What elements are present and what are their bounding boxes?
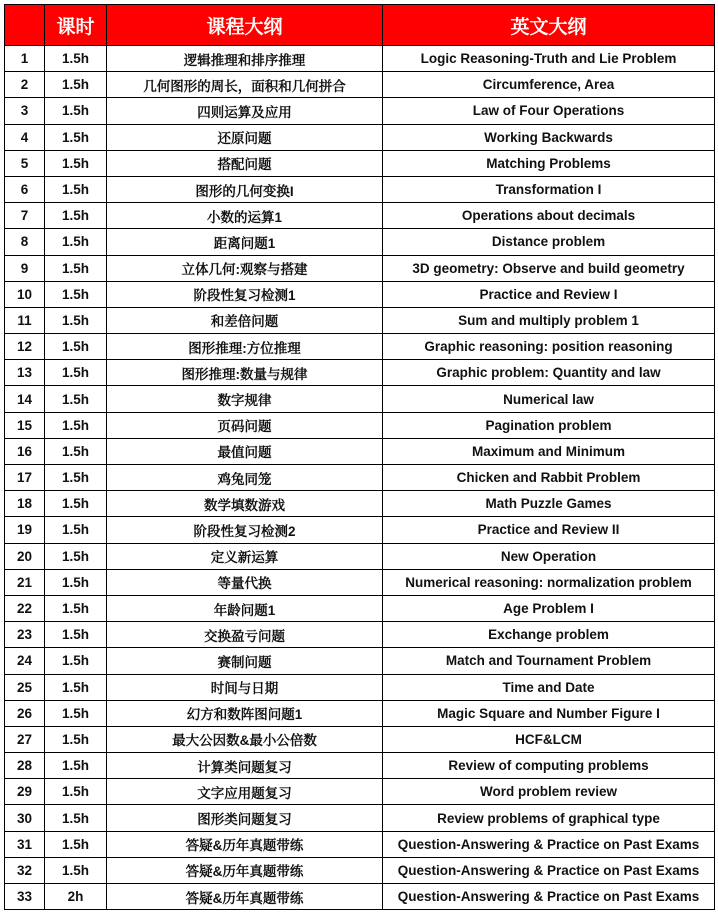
cell-number: 26	[5, 700, 45, 726]
cell-number: 19	[5, 517, 45, 543]
table-body	[5, 46, 715, 910]
table-row	[5, 491, 715, 517]
cell-hours: 1.5h	[45, 857, 107, 883]
cell-hours: 1.5h	[45, 438, 107, 464]
cell-number: 33	[5, 884, 45, 910]
cell-number: 20	[5, 543, 45, 569]
cell-hours: 1.5h	[45, 465, 107, 491]
table-row	[5, 203, 715, 229]
cell-en-outline: 3D geometry: Observe and build geometry	[383, 255, 715, 281]
syllabus-table	[4, 4, 715, 910]
cell-cn-outline: 答疑&历年真题带练	[107, 831, 383, 857]
table-row	[5, 176, 715, 202]
cell-hours: 1.5h	[45, 569, 107, 595]
cell-hours: 1.5h	[45, 281, 107, 307]
cell-cn-outline: 页码问题	[107, 412, 383, 438]
table-row	[5, 674, 715, 700]
cell-hours: 2h	[45, 884, 107, 910]
table-row	[5, 569, 715, 595]
cell-cn-outline: 交换盈亏问题	[107, 622, 383, 648]
cell-en-outline: Chicken and Rabbit Problem	[383, 465, 715, 491]
cell-hours: 1.5h	[45, 543, 107, 569]
cell-number: 6	[5, 176, 45, 202]
cell-number: 12	[5, 334, 45, 360]
cell-cn-outline: 小数的运算1	[107, 203, 383, 229]
cell-number: 17	[5, 465, 45, 491]
cell-cn-outline: 文字应用题复习	[107, 779, 383, 805]
cell-number: 32	[5, 857, 45, 883]
cell-en-outline: Distance problem	[383, 229, 715, 255]
cell-cn-outline: 图形的几何变换I	[107, 176, 383, 202]
cell-hours: 1.5h	[45, 176, 107, 202]
cell-cn-outline: 几何图形的周长，面积和几何拼合	[107, 72, 383, 98]
table-row	[5, 595, 715, 621]
table-row	[5, 334, 715, 360]
table-row	[5, 726, 715, 752]
table-row	[5, 72, 715, 98]
cell-cn-outline: 图形推理:方位推理	[107, 334, 383, 360]
cell-number: 30	[5, 805, 45, 831]
cell-cn-outline: 立体几何:观察与搭建	[107, 255, 383, 281]
cell-number: 4	[5, 124, 45, 150]
cell-number: 29	[5, 779, 45, 805]
cell-cn-outline: 计算类问题复习	[107, 753, 383, 779]
cell-hours: 1.5h	[45, 150, 107, 176]
cell-hours: 1.5h	[45, 648, 107, 674]
cell-hours: 1.5h	[45, 203, 107, 229]
cell-cn-outline: 逻辑推理和排序推理	[107, 46, 383, 72]
cell-hours: 1.5h	[45, 674, 107, 700]
cell-cn-outline: 最大公因数&最小公倍数	[107, 726, 383, 752]
cell-number: 14	[5, 386, 45, 412]
cell-number: 15	[5, 412, 45, 438]
header-en-outline: 英文大纲	[383, 5, 715, 46]
cell-cn-outline: 数学填数游戏	[107, 491, 383, 517]
cell-hours: 1.5h	[45, 831, 107, 857]
cell-number: 5	[5, 150, 45, 176]
cell-hours: 1.5h	[45, 412, 107, 438]
cell-hours: 1.5h	[45, 595, 107, 621]
cell-en-outline: Matching Problems	[383, 150, 715, 176]
cell-hours: 1.5h	[45, 491, 107, 517]
header-number	[5, 5, 45, 46]
cell-hours: 1.5h	[45, 700, 107, 726]
cell-cn-outline: 鸡兔同笼	[107, 465, 383, 491]
cell-number: 21	[5, 569, 45, 595]
cell-number: 22	[5, 595, 45, 621]
cell-cn-outline: 数字规律	[107, 386, 383, 412]
cell-number: 2	[5, 72, 45, 98]
cell-en-outline: Match and Tournament Problem	[383, 648, 715, 674]
cell-en-outline: Graphic reasoning: position reasoning	[383, 334, 715, 360]
cell-number: 13	[5, 360, 45, 386]
cell-hours: 1.5h	[45, 726, 107, 752]
table-row	[5, 884, 715, 910]
cell-number: 25	[5, 674, 45, 700]
cell-cn-outline: 和差倍问题	[107, 307, 383, 333]
cell-hours: 1.5h	[45, 72, 107, 98]
table-row	[5, 779, 715, 805]
table-row	[5, 124, 715, 150]
cell-en-outline: Question-Answering & Practice on Past Exams	[383, 884, 715, 910]
table-row	[5, 229, 715, 255]
cell-number: 10	[5, 281, 45, 307]
header-cn-outline: 课程大纲	[107, 5, 383, 46]
cell-hours: 1.5h	[45, 805, 107, 831]
table-row	[5, 857, 715, 883]
table-row	[5, 98, 715, 124]
cell-en-outline: Pagination problem	[383, 412, 715, 438]
cell-en-outline: Maximum and Minimum	[383, 438, 715, 464]
cell-number: 24	[5, 648, 45, 674]
cell-en-outline: New Operation	[383, 543, 715, 569]
cell-en-outline: Question-Answering & Practice on Past Exams	[383, 857, 715, 883]
table-row	[5, 543, 715, 569]
cell-en-outline: Practice and Review I	[383, 281, 715, 307]
cell-en-outline: Review problems of graphical type	[383, 805, 715, 831]
cell-en-outline: Numerical reasoning: normalization problem	[383, 569, 715, 595]
cell-hours: 1.5h	[45, 46, 107, 72]
cell-number: 8	[5, 229, 45, 255]
table-row	[5, 281, 715, 307]
cell-hours: 1.5h	[45, 360, 107, 386]
cell-en-outline: Working Backwards	[383, 124, 715, 150]
cell-en-outline: Magic Square and Number Figure I	[383, 700, 715, 726]
table-row	[5, 307, 715, 333]
cell-hours: 1.5h	[45, 229, 107, 255]
cell-en-outline: Law of Four Operations	[383, 98, 715, 124]
cell-en-outline: Sum and multiply problem 1	[383, 307, 715, 333]
cell-cn-outline: 最值问题	[107, 438, 383, 464]
table-row	[5, 831, 715, 857]
cell-en-outline: HCF&LCM	[383, 726, 715, 752]
cell-hours: 1.5h	[45, 779, 107, 805]
cell-hours: 1.5h	[45, 334, 107, 360]
table-row	[5, 517, 715, 543]
table-row	[5, 753, 715, 779]
cell-hours: 1.5h	[45, 517, 107, 543]
cell-cn-outline: 还原问题	[107, 124, 383, 150]
cell-number: 3	[5, 98, 45, 124]
table-row	[5, 700, 715, 726]
cell-en-outline: Transformation I	[383, 176, 715, 202]
cell-number: 16	[5, 438, 45, 464]
cell-cn-outline: 时间与日期	[107, 674, 383, 700]
cell-cn-outline: 赛制问题	[107, 648, 383, 674]
cell-hours: 1.5h	[45, 98, 107, 124]
cell-en-outline: Review of computing problems	[383, 753, 715, 779]
cell-cn-outline: 答疑&历年真题带练	[107, 857, 383, 883]
cell-number: 31	[5, 831, 45, 857]
cell-en-outline: Math Puzzle Games	[383, 491, 715, 517]
table-row	[5, 438, 715, 464]
cell-en-outline: Practice and Review II	[383, 517, 715, 543]
syllabus-table-container	[4, 4, 715, 910]
cell-number: 27	[5, 726, 45, 752]
table-row	[5, 386, 715, 412]
cell-cn-outline: 图形推理:数量与规律	[107, 360, 383, 386]
cell-en-outline: Graphic problem: Quantity and law	[383, 360, 715, 386]
cell-cn-outline: 答疑&历年真题带练	[107, 884, 383, 910]
cell-number: 9	[5, 255, 45, 281]
header-hours: 课时	[45, 5, 107, 46]
cell-cn-outline: 阶段性复习检测1	[107, 281, 383, 307]
table-row	[5, 465, 715, 491]
cell-hours: 1.5h	[45, 386, 107, 412]
table-row	[5, 360, 715, 386]
table-row	[5, 622, 715, 648]
cell-en-outline: Question-Answering & Practice on Past Exams	[383, 831, 715, 857]
cell-cn-outline: 年龄问题1	[107, 595, 383, 621]
cell-en-outline: Logic Reasoning-Truth and Lie Problem	[383, 46, 715, 72]
table-header-row	[5, 5, 715, 46]
cell-en-outline: Time and Date	[383, 674, 715, 700]
cell-cn-outline: 幻方和数阵图问题1	[107, 700, 383, 726]
cell-number: 1	[5, 46, 45, 72]
table-row	[5, 255, 715, 281]
cell-hours: 1.5h	[45, 124, 107, 150]
table-row	[5, 150, 715, 176]
cell-hours: 1.5h	[45, 307, 107, 333]
cell-en-outline: Operations about decimals	[383, 203, 715, 229]
cell-cn-outline: 图形类问题复习	[107, 805, 383, 831]
cell-cn-outline: 搭配问题	[107, 150, 383, 176]
table-row	[5, 805, 715, 831]
cell-number: 7	[5, 203, 45, 229]
cell-cn-outline: 阶段性复习检测2	[107, 517, 383, 543]
cell-cn-outline: 定义新运算	[107, 543, 383, 569]
cell-number: 28	[5, 753, 45, 779]
table-row	[5, 46, 715, 72]
cell-hours: 1.5h	[45, 255, 107, 281]
cell-cn-outline: 四则运算及应用	[107, 98, 383, 124]
table-row	[5, 648, 715, 674]
cell-en-outline: Circumference, Area	[383, 72, 715, 98]
cell-en-outline: Exchange problem	[383, 622, 715, 648]
cell-en-outline: Age Problem I	[383, 595, 715, 621]
cell-cn-outline: 等量代换	[107, 569, 383, 595]
cell-cn-outline: 距离问题1	[107, 229, 383, 255]
cell-number: 18	[5, 491, 45, 517]
cell-en-outline: Numerical law	[383, 386, 715, 412]
cell-hours: 1.5h	[45, 622, 107, 648]
table-row	[5, 412, 715, 438]
cell-en-outline: Word problem review	[383, 779, 715, 805]
cell-hours: 1.5h	[45, 753, 107, 779]
cell-number: 23	[5, 622, 45, 648]
cell-number: 11	[5, 307, 45, 333]
